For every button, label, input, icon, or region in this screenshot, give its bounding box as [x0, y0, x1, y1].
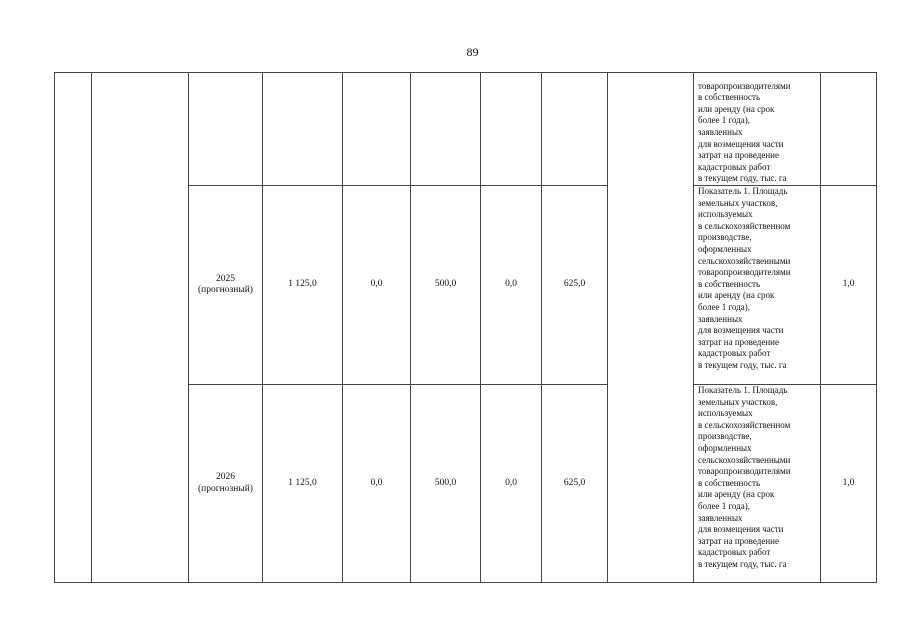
year-cell — [189, 385, 263, 583]
indicator-value-cell: 1,0 — [821, 385, 877, 583]
funding-cell-b: 500,0 — [411, 186, 481, 385]
event-name-cell — [92, 73, 189, 583]
indicator-cell: Показатель 1. Площадь земельных участков, используемых в сельскохозяйственном производстве, оформленных сельскохозяйственными товаропроизводителями в собственность или аренду (на срок более 1 года), заявленных для возмещения части затрат на проведение кадастровых работ в текущем году, тыс. га — [694, 385, 821, 583]
funding-cell-a: 0,0 — [343, 385, 411, 583]
page-number: 89 — [466, 45, 479, 59]
funding-cell-d: 625,0 — [542, 385, 608, 583]
funding-cell-a: 0,0 — [343, 186, 411, 385]
indicator-value-cell: 1,0 — [821, 186, 877, 385]
funding-cell-d — [542, 73, 608, 186]
funding-cell-c: 0,0 — [481, 385, 542, 583]
year-label: 2026 — [216, 472, 235, 483]
indicator-cell: товаропроизводителями в собственность или аренду (на срок более 1 года), заявленных для возмещения части затрат на проведение кадастровых работ в текущем году, тыс. га — [694, 73, 821, 186]
total-cell: 1 125,0 — [263, 186, 343, 385]
funding-cell-b — [411, 73, 481, 186]
executor-cell — [608, 73, 694, 583]
funding-cell-c: 0,0 — [481, 186, 542, 385]
funding-cell-c — [481, 73, 542, 186]
indicator-value-cell — [821, 73, 877, 186]
funding-cell-a — [343, 73, 411, 186]
budget-table — [54, 72, 877, 583]
year-label: 2025 — [216, 273, 235, 284]
year-cell — [189, 186, 263, 385]
funding-cell-d: 625,0 — [542, 186, 608, 385]
year-note: (прогнозный) — [198, 285, 253, 295]
year-cell — [189, 73, 263, 186]
row-number-cell — [55, 73, 92, 583]
indicator-cell: Показатель 1. Площадь земельных участков, используемых в сельскохозяйственном производстве, оформленных сельскохозяйственными товаропроизводителями в собственность или аренду (на срок более 1 года), заявленных для возмещения части затрат на проведение кадастровых работ в текущем году, тыс. га — [694, 186, 821, 385]
total-cell — [263, 73, 343, 186]
table-row — [55, 73, 877, 186]
year-note: (прогнозный) — [198, 483, 253, 494]
funding-cell-b: 500,0 — [411, 385, 481, 583]
total-cell: 1 125,0 — [263, 385, 343, 583]
